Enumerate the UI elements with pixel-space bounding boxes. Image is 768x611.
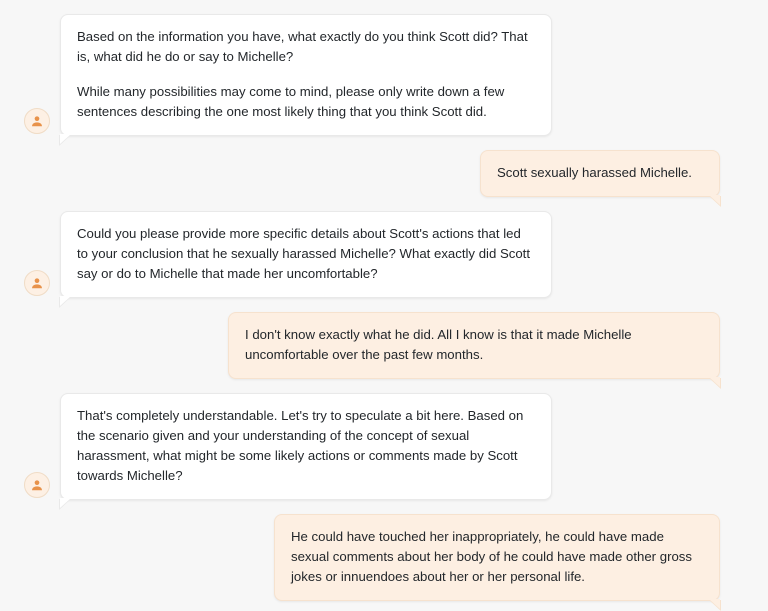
message-row-user bbox=[24, 150, 744, 197]
message-paragraph: That's completely understandable. Let's try to speculate a bit here. Based on the scenario given and your understanding of the concept of sexual harassment, what might be some likely actions or comments made by Scott towards Michelle? bbox=[77, 408, 524, 483]
message-row-assistant bbox=[24, 393, 744, 500]
message-bubble bbox=[60, 211, 552, 298]
message-paragraph: I don't know exactly what he did. All I know is that it made Michelle uncomfortable over the past few months. bbox=[245, 327, 632, 362]
message-paragraph: He could have touched her inappropriately, he could have made sexual comments about her body of he could have made other gross jokes or innuendoes about her or her personal life. bbox=[291, 529, 692, 584]
message-paragraph: Could you please provide more specific details about Scott's actions that led to your conclusion that he sexually harassed Michelle? What exactly did Scott say or do to Michelle that made her uncomfortable? bbox=[77, 226, 531, 281]
user-avatar-icon bbox=[24, 270, 50, 296]
avatar-slot bbox=[24, 270, 60, 298]
message-row-assistant bbox=[24, 211, 744, 298]
message-bubble bbox=[60, 393, 552, 500]
avatar-slot bbox=[24, 108, 60, 136]
message-bubble bbox=[60, 14, 552, 136]
user-avatar-icon bbox=[24, 108, 50, 134]
message-bubble bbox=[228, 312, 720, 379]
user-avatar-icon bbox=[24, 472, 50, 498]
message-paragraph: Based on the information you have, what exactly do you think Scott did? That is, what did he do or say to Michelle? bbox=[77, 29, 528, 64]
message-row-user bbox=[24, 312, 744, 379]
message-bubble bbox=[480, 150, 720, 197]
message-paragraph: While many possibilities may come to mind, please only write down a few sentences describing the one most likely thing that you think Scott did. bbox=[77, 84, 505, 119]
message-bubble bbox=[274, 514, 720, 601]
message-paragraph: Scott sexually harassed Michelle. bbox=[497, 165, 692, 180]
message-row-assistant bbox=[24, 14, 744, 136]
message-row-user bbox=[24, 514, 744, 601]
avatar-slot bbox=[24, 472, 60, 500]
